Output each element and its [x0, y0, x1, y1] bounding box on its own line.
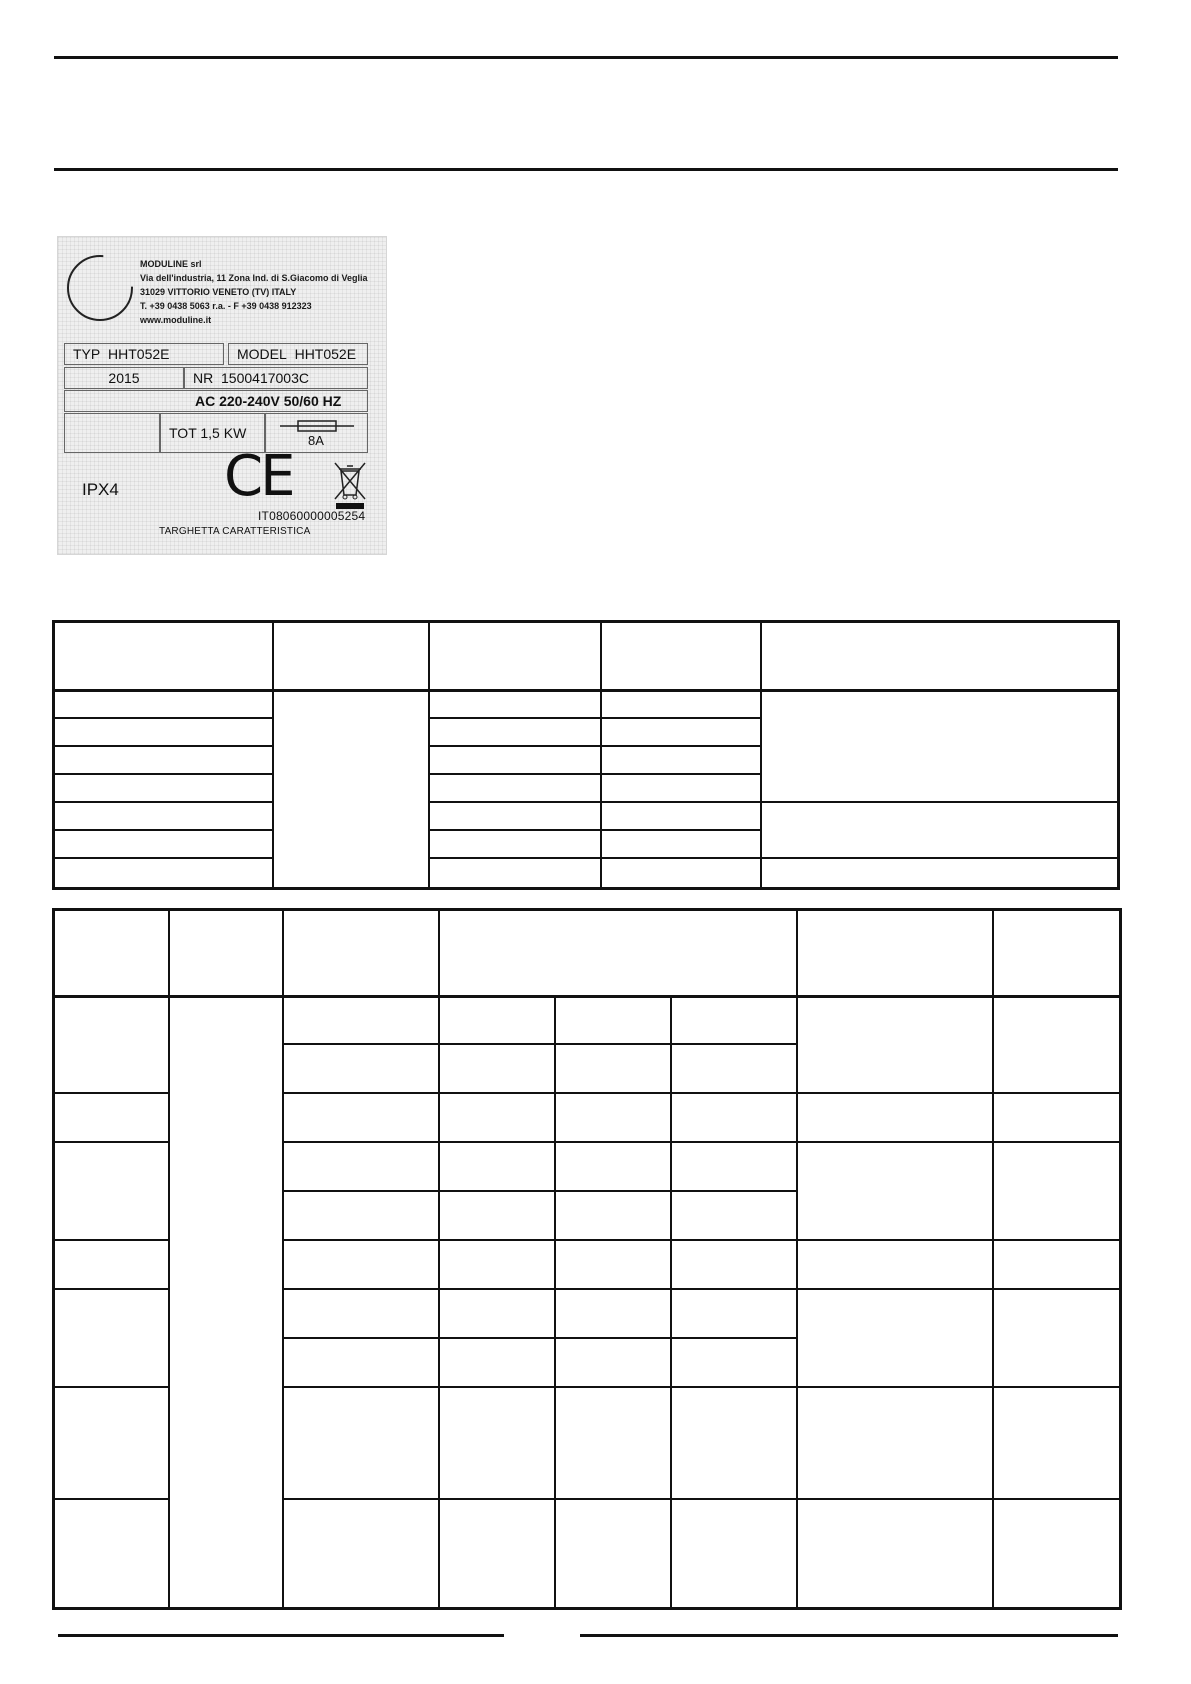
nr-value: 1500417003C	[221, 370, 309, 386]
crossed-out-bin-icon	[332, 461, 368, 511]
nr-label: NR	[193, 370, 214, 386]
phone-line: T. +39 0438 5063 r.a. - F +39 0438 912323	[140, 301, 312, 311]
typ-label: TYP	[73, 346, 101, 362]
table-2	[52, 908, 1122, 1610]
nr-cell	[184, 367, 368, 389]
table-1-frame	[52, 620, 1120, 890]
model-label: MODEL	[237, 346, 287, 362]
address-line-2: 31029 VITTORIO VENETO (TV) ITALY	[140, 287, 297, 297]
year-value: 2015	[108, 370, 140, 386]
power-supply-cell	[64, 390, 368, 412]
ce-mark-icon: CE	[224, 444, 293, 509]
moduline-logo-icon	[67, 255, 133, 321]
fuse-value: 8A	[308, 433, 324, 448]
ip-rating: IPX4	[82, 480, 119, 499]
power-supply-value: AC 220-240V 50/60 HZ	[195, 393, 342, 409]
total-power-value: TOT 1,5 KW	[169, 425, 247, 441]
table-1	[52, 620, 1120, 890]
typ-value: HHT052E	[108, 346, 170, 362]
company-name: MODULINE srl	[140, 259, 202, 269]
typ-cell	[64, 343, 224, 365]
footer-right-rule	[580, 1634, 1118, 1637]
manufacturer-address	[140, 257, 368, 327]
model-value: HHT052E	[294, 346, 357, 362]
rating-plate	[57, 236, 387, 555]
blank-cell	[64, 413, 160, 453]
address-line-1: Via dell'industria, 11 Zona Ind. di S.Giacomo di Veglia	[140, 273, 368, 283]
table-2-frame	[52, 908, 1122, 1610]
footer-left-rule	[58, 1634, 504, 1637]
website-line: www.moduline.it	[140, 315, 212, 325]
header-bottom-rule	[54, 168, 1118, 171]
plate-caption: TARGHETTA CARATTERISTICA	[159, 526, 311, 537]
model-cell	[228, 343, 368, 365]
header-top-rule	[54, 56, 1118, 59]
year-cell	[64, 367, 184, 389]
serial-number: IT08060000005254	[258, 509, 366, 523]
